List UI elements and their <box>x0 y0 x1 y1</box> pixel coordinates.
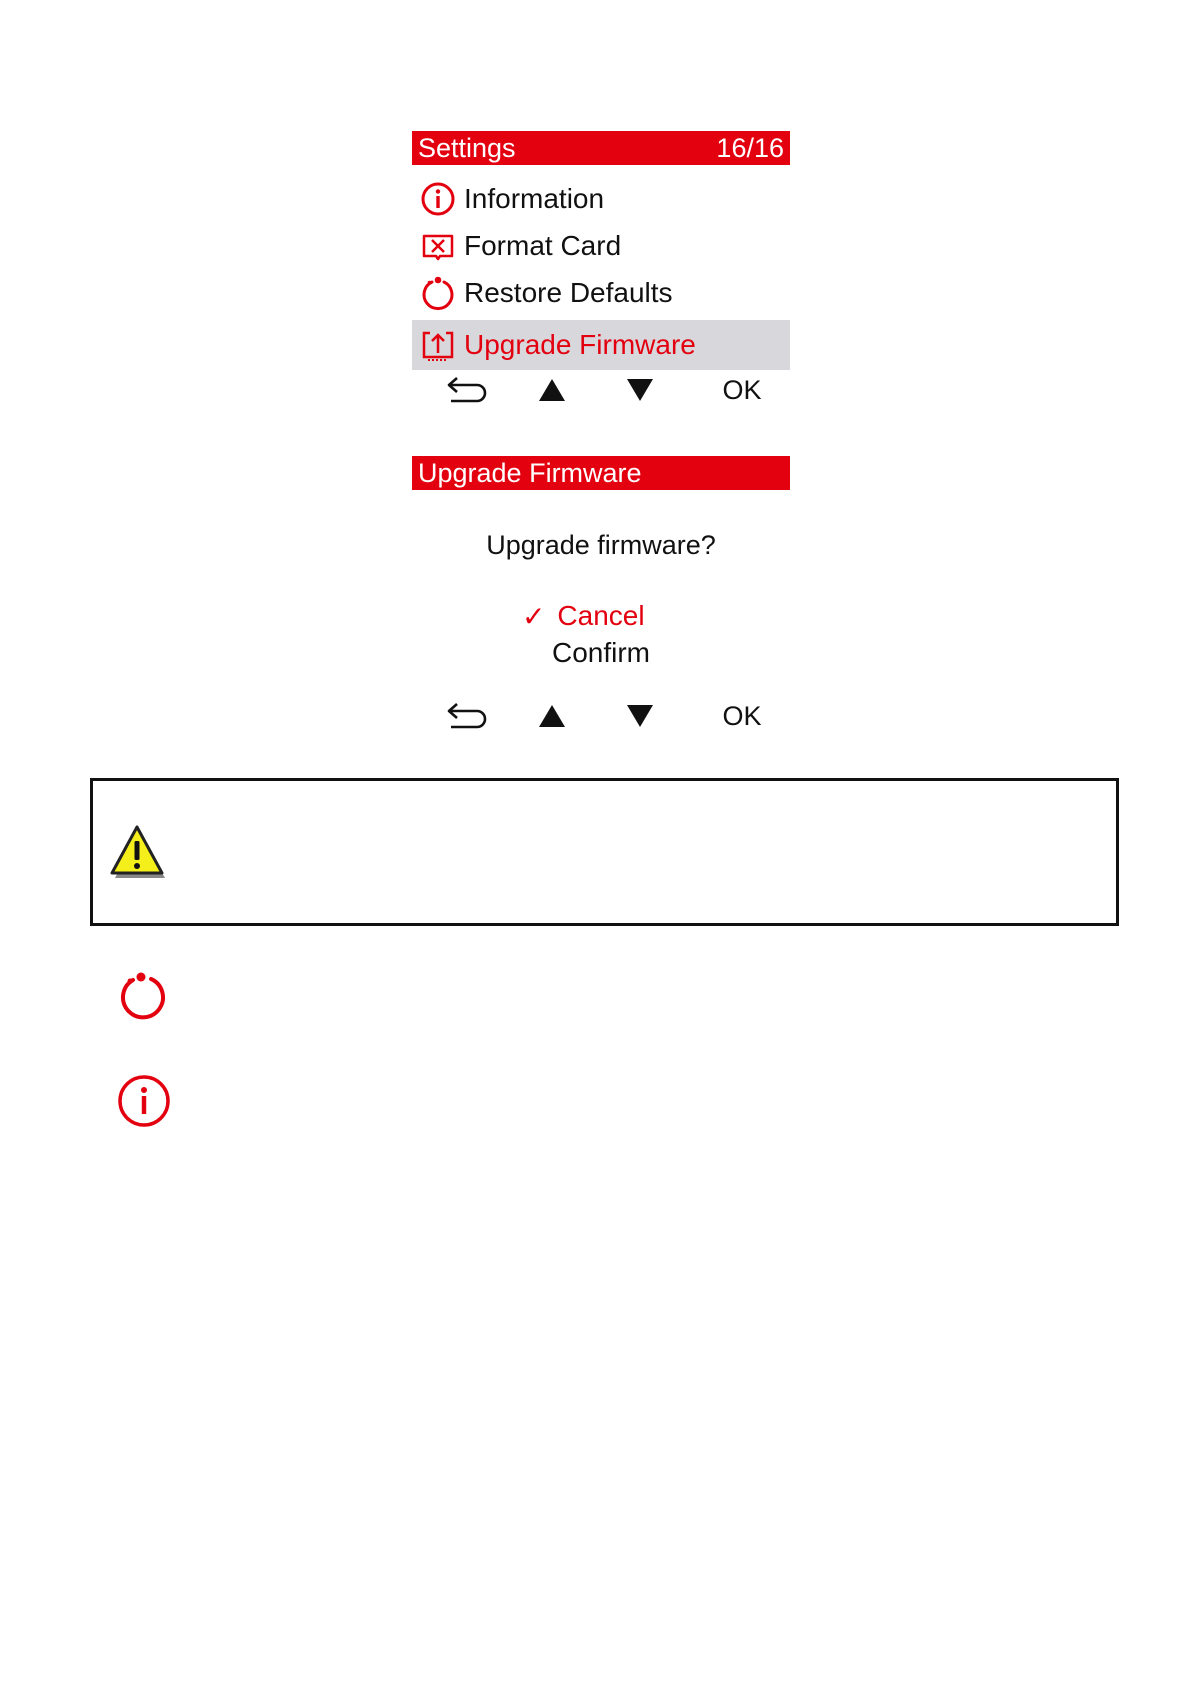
back-button[interactable] <box>442 370 492 410</box>
upgrade-screen <box>412 456 790 490</box>
up-button[interactable] <box>532 370 572 410</box>
upgrade-navbar <box>412 696 790 736</box>
up-triangle-icon <box>537 703 567 729</box>
warning-box <box>90 778 1119 926</box>
ok-button[interactable]: OK <box>722 700 762 731</box>
settings-screen <box>412 131 790 370</box>
up-button[interactable] <box>532 696 572 736</box>
upgrade-title: Upgrade Firmware <box>418 458 642 488</box>
menu-item-format-card[interactable] <box>412 222 790 269</box>
option-label: Cancel <box>557 600 645 631</box>
upgrade-titlebar <box>412 456 790 490</box>
menu-item-upgrade-firmware[interactable] <box>412 320 790 370</box>
back-arrow-icon <box>445 374 489 406</box>
format-card-icon <box>420 228 456 264</box>
settings-title: Settings <box>418 133 516 163</box>
option-confirm[interactable] <box>412 637 790 669</box>
menu-item-information[interactable] <box>412 175 790 222</box>
down-triangle-icon <box>625 703 655 729</box>
down-button[interactable] <box>620 696 660 736</box>
menu-item-label: Upgrade Firmware <box>464 329 696 360</box>
settings-navbar <box>412 370 790 410</box>
menu-item-label: Information <box>464 182 605 214</box>
menu-item-restore-defaults[interactable] <box>412 269 790 316</box>
down-button[interactable] <box>620 370 660 410</box>
menu-item-label: Format Card <box>464 229 622 261</box>
upgrade-icon <box>420 327 456 363</box>
back-arrow-icon <box>445 700 489 732</box>
option-cancel[interactable] <box>412 600 790 632</box>
down-triangle-icon <box>625 377 655 403</box>
page-indicator: 16/16 <box>716 133 784 163</box>
info-icon <box>116 1073 176 1133</box>
restore-icon <box>113 966 173 1026</box>
menu-item-label: Restore Defaults <box>464 276 673 308</box>
back-button[interactable] <box>442 696 492 736</box>
check-icon: ✓ <box>522 601 546 632</box>
warning-icon <box>107 823 167 883</box>
info-icon <box>420 181 456 217</box>
restore-icon <box>420 275 456 311</box>
up-triangle-icon <box>537 377 567 403</box>
option-label: Confirm <box>551 637 650 668</box>
settings-titlebar <box>412 131 790 165</box>
ok-button[interactable]: OK <box>722 374 762 405</box>
upgrade-question: Upgrade firmware? <box>486 530 716 560</box>
